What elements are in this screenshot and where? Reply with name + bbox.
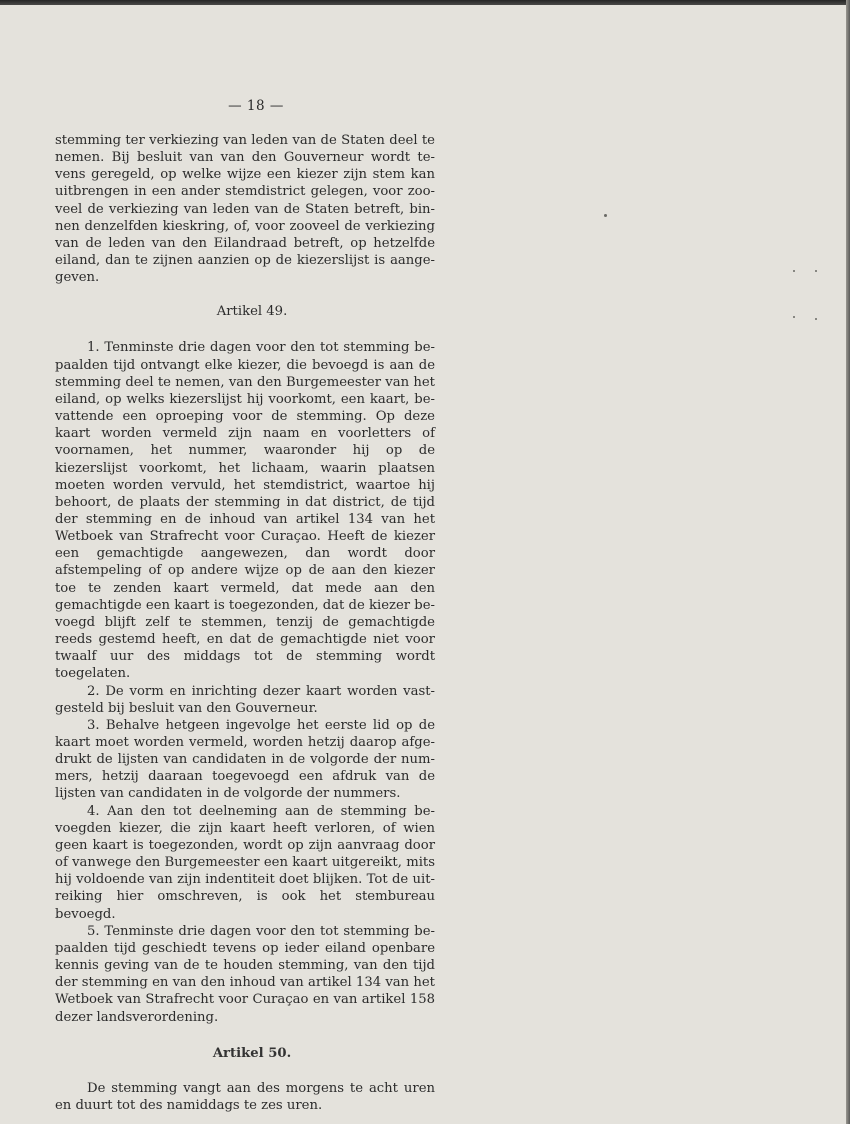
text-column	[55, 98, 435, 1114]
paper-speck	[815, 318, 817, 320]
article-50-heading: Artikel 50.	[212, 1045, 292, 1061]
page-number: — 18 —	[228, 98, 284, 114]
article-49-paragraph-4: 4. Aan den tot deelneming aan de stemming bevoegden kiezer, die zijn kaart heeft verloren, of wien geen kaart is toegezonden, wordt op zijn aanvraag door of vanwege den Burgemeester een kaart uitgereikt, mits hij voldoende van zijn indentiteit doet blijken. Tot de uitreiking hier omschreven, is ook het stembureau bevoegd.	[55, 803, 435, 922]
scan-right-edge	[846, 0, 850, 1124]
article-49-paragraph-3: 3. Behalve hetgeen ingevolge het eerste lid op de kaart moet worden vermeld, worden hetzij daarop afgedrukt de lijsten van candidaten in de volgorde der nummers, hetzij daaraan toegevoegd een afdruk van de lijsten van candidaten in de volgorde der nummers.	[55, 717, 435, 802]
paper-speck	[793, 316, 795, 318]
article-50-paragraph-1: De stemming vangt aan des morgens te acht uren en duurt tot des namiddags te zes uren.	[55, 1080, 435, 1113]
article-49-paragraph-1: 1. Tenminste drie dagen voor den tot stemming bepaalden tijd ontvangt elke kiezer, die bevoegd is aan de stemming deel te nemen, van den Burgemeester van het eiland, op welks kiezerslijst hij voorkomt, een kaart, bevattende een oproeping voor de stemming. Op deze kaart worden vermeld zijn naam en voorletters of voornamen, het nummer, waaronder hij op de kiezerslijst voorkomt, het lichaam, waarin plaatsen moeten worden vervuld, het stemdistrict, waartoe hij behoort, de plaats der stemming in dat district, de tijd der stemming en de inhoud van artikel 134 van het Wetboek van Strafrecht voor Curaçao. Heeft de kiezer een gemachtigde aangewezen, dan wordt door afstempeling of op andere wijze op de aan den kiezer toe te zenden kaart vermeld, dat mede aan den gemachtigde een kaart is toegezonden, dat de kiezer bevoegd blijft zelf te stemmen, tenzij de gemachtigde reeds gestemd heeft, en dat de gemachtigde niet voor twaalf uur des middags tot de stemming wordt toegelaten.	[55, 340, 435, 682]
article-49-paragraph-5: 5. Tenminste drie dagen voor den tot stemming bepaalden tijd geschiedt tevens op ieder eiland openbare kennis geving van de te houden stemming, van den tijd der stemming en van den inhoud van artikel 134 van het Wetboek van Strafrecht voor Curaçao en van artikel 158 dezer landsverordening.	[55, 923, 435, 1025]
article-49-heading: Artikel 49.	[216, 304, 288, 320]
article-49-paragraph-2: 2. De vorm en inrichting dezer kaart worden vastgesteld bij besluit van den Gouverneur.	[55, 683, 435, 716]
paper-speck	[815, 270, 817, 272]
intro-paragraph: stemming ter verkiezing van leden van de Staten deel te nemen. Bij besluit van van den Gouverneur wordt tevens geregeld, op welke wijze een kiezer zijn stem kan uitbrengen in een ander stemdistrict gelegen, voor zooveel de verkiezing van leden van de Staten betreft, binnen denzelfden kieskring, of, voor zooveel de verkiezing van de leden van den Eilandraad betreft, op hetzelfde eiland, dan te zijnen aanzien op de kiezerslijst is aangegeven.	[55, 133, 435, 286]
scan-top-edge	[0, 0, 850, 5]
paper-speck	[604, 214, 607, 217]
paper-speck	[793, 270, 795, 272]
